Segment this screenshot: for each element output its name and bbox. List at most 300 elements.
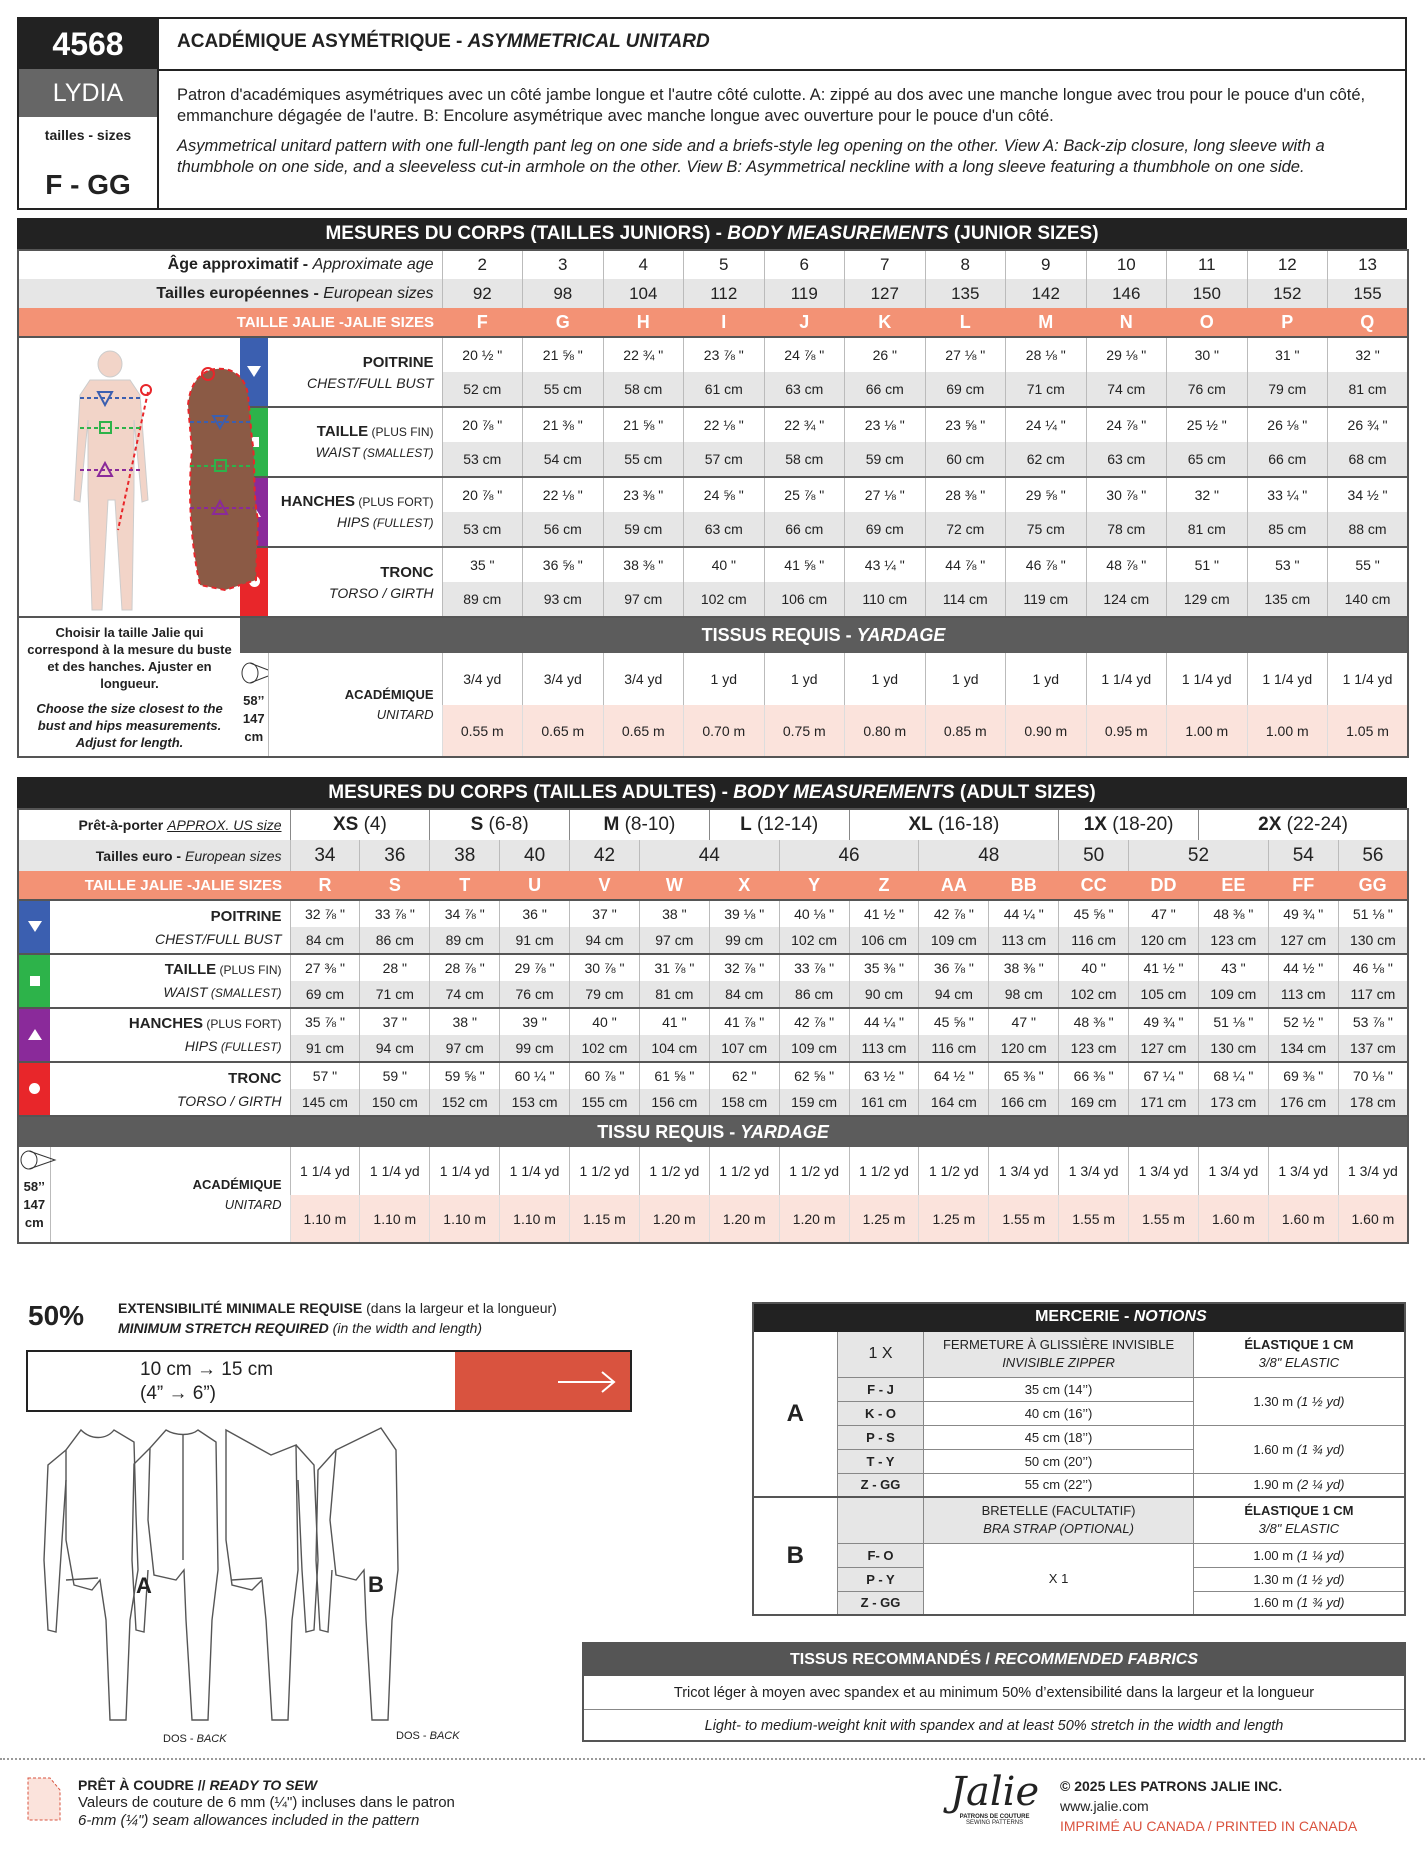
inch-cell: 29 ⅝ " — [1006, 477, 1087, 512]
yardage-yd-cell: 1 1/2 yd — [779, 1147, 849, 1195]
cm-cell: 119 cm — [1006, 582, 1087, 617]
cm-cell: 88 cm — [1328, 512, 1409, 547]
inch-cell: 30 " — [1167, 337, 1248, 372]
cm-cell: 76 cm — [1167, 372, 1248, 407]
yardage-m-cell: 1.20 m — [779, 1195, 849, 1243]
cm-cell: 137 cm — [1338, 1035, 1408, 1062]
inch-cell: 51 " — [1167, 547, 1248, 582]
yardage-m-cell: 0.65 m — [603, 705, 684, 757]
cm-cell: 129 cm — [1167, 582, 1248, 617]
cm-cell: 156 cm — [639, 1089, 709, 1116]
jalie-size-cell: FF — [1268, 871, 1338, 900]
inch-cell: 69 ⅜ " — [1268, 1062, 1338, 1089]
cm-cell: 123 cm — [1059, 1035, 1129, 1062]
cm-cell: 94 cm — [360, 1035, 430, 1062]
age-cell: 3 — [523, 250, 604, 279]
measure-label: TAILLE (PLUS FIN) WAIST (SMALLEST) — [268, 407, 442, 477]
junior-yardage-title: TISSUS REQUIS - YARDAGE — [240, 617, 1408, 653]
inch-cell: 36 " — [500, 900, 570, 927]
cm-cell: 94 cm — [570, 927, 640, 954]
cm-cell: 94 cm — [919, 981, 989, 1008]
measure-label: POITRINE CHEST/FULL BUST — [268, 337, 442, 407]
notions-spacer — [753, 1303, 837, 1331]
measure-label: HANCHES (PLUS FORT) HIPS (FULLEST) — [50, 1008, 290, 1062]
yardage-yd-cell: 1 1/4 yd — [1328, 653, 1409, 705]
inch-cell: 32 " — [1328, 337, 1409, 372]
inch-cell: 34 ⅞ " — [430, 900, 500, 927]
inch-cell: 21 ⅜ " — [523, 407, 604, 442]
inch-cell: 39 ⅛ " — [709, 900, 779, 927]
cm-cell: 58 cm — [603, 372, 684, 407]
inch-cell: 38 ⅜ " — [603, 547, 684, 582]
garment-label: ACADÉMIQUE UNITARD — [50, 1147, 290, 1243]
inch-cell: 40 " — [684, 547, 765, 582]
euro-size-cell: 127 — [845, 279, 926, 308]
size-range-cell: P - Y — [837, 1567, 924, 1591]
inch-cell: 23 ⅝ " — [925, 407, 1006, 442]
yardage-m-cell: 1.10 m — [500, 1195, 570, 1243]
cm-cell: 66 cm — [845, 372, 926, 407]
inch-cell: 21 ⅝ " — [603, 407, 684, 442]
zipper-length-cell: 55 cm (22’’) — [924, 1473, 1193, 1497]
inch-cell: 23 ⅞ " — [684, 337, 765, 372]
yardage-m-cell: 0.80 m — [845, 705, 926, 757]
age-cell: 8 — [925, 250, 1006, 279]
inch-cell: 40 " — [1059, 954, 1129, 981]
cm-cell: 145 cm — [290, 1089, 360, 1116]
euro-size-cell: 152 — [1247, 279, 1328, 308]
cm-cell: 60 cm — [925, 442, 1006, 477]
cm-cell: 102 cm — [684, 582, 765, 617]
jalie-size-cell: R — [290, 871, 360, 900]
inch-cell: 21 ⅝ " — [523, 337, 604, 372]
inch-cell: 39 " — [500, 1008, 570, 1035]
age-label: Âge approximatif - Approximate age — [167, 256, 434, 273]
euro-size-cell: 54 — [1268, 840, 1338, 871]
jalie-size-cell: G — [523, 308, 604, 337]
description-fr: Patron d'académiques asymétriques avec un côté jambe longue et l'autre côté culotte. A: zippé au dos avec une manche longue avec trou pour le pouce d'un côté, emmanchure dégagée de l'autre. B: Encolure asymétrique avec manche longue avec ouverture pour le pouce d'un côté. — [177, 86, 1366, 125]
cm-cell: 114 cm — [925, 582, 1006, 617]
inch-cell: 35 ⅞ " — [290, 1008, 360, 1035]
euro-size-cell: 104 — [603, 279, 684, 308]
inch-cell: 32 " — [1167, 477, 1248, 512]
cm-cell: 57 cm — [684, 442, 765, 477]
inch-cell: 22 ⅛ " — [523, 477, 604, 512]
inch-cell: 37 " — [570, 900, 640, 927]
cm-cell: 90 cm — [849, 981, 919, 1008]
pattern-number: 4568 — [19, 19, 157, 69]
cm-cell: 71 cm — [1006, 372, 1087, 407]
view-b-front-icon — [226, 1430, 318, 1720]
euro-size-cell: 146 — [1086, 279, 1167, 308]
inch-cell: 32 ⅞ " — [709, 954, 779, 981]
inch-cell: 51 ⅛ " — [1198, 1008, 1268, 1035]
age-cell: 12 — [1247, 250, 1328, 279]
inch-cell: 64 ½ " — [919, 1062, 989, 1089]
jalie-size-cell: M — [1006, 308, 1087, 337]
jalie-size-cell: F — [442, 308, 523, 337]
inch-cell: 44 ¼ " — [989, 900, 1059, 927]
triangle-down-icon — [18, 900, 50, 954]
yardage-yd-cell: 1 3/4 yd — [1338, 1147, 1408, 1195]
elastic-length-cell: 1.90 m (2 ¼ yd) — [1193, 1473, 1405, 1497]
view-a-front-icon — [44, 1430, 138, 1720]
yardage-yd-cell: 1 3/4 yd — [1268, 1147, 1338, 1195]
body-measurement-figures — [30, 350, 280, 620]
rtw-size-cell: XL (16-18) — [849, 809, 1059, 840]
jalie-size-cell: Q — [1328, 308, 1409, 337]
cm-cell: 98 cm — [989, 981, 1059, 1008]
cm-cell: 71 cm — [360, 981, 430, 1008]
view-a-notions-label: A — [753, 1331, 837, 1497]
yardage-m-cell: 0.70 m — [684, 705, 765, 757]
yardage-yd-cell: 1 1/4 yd — [1247, 653, 1328, 705]
inch-cell: 26 " — [845, 337, 926, 372]
cm-cell: 99 cm — [500, 1035, 570, 1062]
yardage-m-cell: 0.75 m — [764, 705, 845, 757]
cm-cell: 55 cm — [603, 442, 684, 477]
yardage-m-cell: 1.20 m — [639, 1195, 709, 1243]
euro-size-cell: 112 — [684, 279, 765, 308]
cm-cell: 84 cm — [290, 927, 360, 954]
yardage-yd-cell: 1 yd — [1006, 653, 1087, 705]
cm-cell: 102 cm — [570, 1035, 640, 1062]
euro-size-cell: 56 — [1338, 840, 1408, 871]
elastic-length-cell: 1.30 m (1 ½ yd) — [1193, 1567, 1405, 1591]
cm-cell: 109 cm — [779, 1035, 849, 1062]
cm-cell: 69 cm — [925, 372, 1006, 407]
cm-cell: 74 cm — [1086, 372, 1167, 407]
inch-cell: 29 ⅞ " — [500, 954, 570, 981]
size-range-cell: P - S — [837, 1425, 924, 1449]
inch-cell: 40 ⅛ " — [779, 900, 849, 927]
inch-cell: 34 ½ " — [1328, 477, 1409, 512]
euro-size-cell: 150 — [1167, 279, 1248, 308]
yardage-m-cell: 1.15 m — [570, 1195, 640, 1243]
cm-cell: 63 cm — [684, 512, 765, 547]
yardage-yd-cell: 1 1/2 yd — [849, 1147, 919, 1195]
fabrics-title: TISSUS RECOMMANDÉS / RECOMMENDED FABRICS — [584, 1644, 1404, 1676]
yardage-m-cell: 0.95 m — [1086, 705, 1167, 757]
cm-cell: 169 cm — [1059, 1089, 1129, 1116]
yardage-m-cell: 1.60 m — [1198, 1195, 1268, 1243]
euro-size-cell: 52 — [1129, 840, 1269, 871]
zipper-length-cell: 45 cm (18’’) — [924, 1425, 1193, 1449]
inch-cell: 20 ½ " — [442, 337, 523, 372]
age-cell: 2 — [442, 250, 523, 279]
inch-cell: 28 ⅜ " — [925, 477, 1006, 512]
inch-cell: 27 ⅛ " — [925, 337, 1006, 372]
cm-cell: 97 cm — [430, 1035, 500, 1062]
divider — [159, 69, 1405, 71]
euro-size-cell: 46 — [779, 840, 919, 871]
cm-cell: 55 cm — [523, 372, 604, 407]
inch-cell: 23 ⅜ " — [603, 477, 684, 512]
age-cell: 13 — [1328, 250, 1409, 279]
cm-cell: 116 cm — [1059, 927, 1129, 954]
zipper-length-cell: 50 cm (20’’) — [924, 1449, 1193, 1473]
zipper-header: FERMETURE À GLISSIÈRE INVISIBLE INVISIBLE ZIPPER — [924, 1331, 1193, 1377]
cm-cell: 107 cm — [709, 1035, 779, 1062]
age-cell: 9 — [1006, 250, 1087, 279]
size-range-cell: F - J — [837, 1377, 924, 1401]
cm-cell: 84 cm — [709, 981, 779, 1008]
yardage-yd-cell: 1 1/4 yd — [500, 1147, 570, 1195]
cm-cell: 68 cm — [1328, 442, 1409, 477]
strap-spacer — [837, 1497, 924, 1543]
measure-label: POITRINE CHEST/FULL BUST — [50, 900, 290, 954]
age-cell: 11 — [1167, 250, 1248, 279]
notions-title: MERCERIE - NOTIONS — [837, 1303, 1405, 1331]
euro-label: Tailles euro - European sizes — [95, 847, 282, 864]
age-cell: 6 — [764, 250, 845, 279]
yardage-m-cell: 1.55 m — [989, 1195, 1059, 1243]
inch-cell: 43 ¼ " — [845, 547, 926, 582]
jalie-size-cell: BB — [989, 871, 1059, 900]
arrow-right-icon — [558, 1370, 618, 1394]
view-b-label: B — [368, 1572, 384, 1597]
yardage-yd-cell: 1 1/4 yd — [360, 1147, 430, 1195]
rtw-size-cell: L (12-14) — [709, 809, 849, 840]
yardage-m-cell: 1.00 m — [1247, 705, 1328, 757]
inch-cell: 44 ½ " — [1268, 954, 1338, 981]
inch-cell: 41 ½ " — [849, 900, 919, 927]
cm-cell: 164 cm — [919, 1089, 989, 1116]
cm-cell: 86 cm — [779, 981, 849, 1008]
cm-cell: 106 cm — [849, 927, 919, 954]
inch-cell: 36 ⅝ " — [523, 547, 604, 582]
cm-cell: 109 cm — [919, 927, 989, 954]
ready-to-sew: PRÊT À COUDRE // READY TO SEW Valeurs de couture de 6 mm (¼") incluses dans le patron 6-mm (¼") seam allowances included in the pattern — [78, 1777, 455, 1829]
jalie-size-cell: W — [639, 871, 709, 900]
pattern-title: ACADÉMIQUE ASYMÉTRIQUE - ASYMMETRICAL UNITARD — [177, 31, 710, 52]
euro-size-cell: 50 — [1059, 840, 1129, 871]
cm-cell: 56 cm — [523, 512, 604, 547]
zipper-length-cell: 35 cm (14’’) — [924, 1377, 1193, 1401]
inch-cell: 25 ½ " — [1167, 407, 1248, 442]
cm-cell: 74 cm — [430, 981, 500, 1008]
pattern-piece-icon — [26, 1776, 62, 1822]
inch-cell: 42 ⅞ " — [919, 900, 989, 927]
jalie-size-cell: T — [430, 871, 500, 900]
cm-cell: 123 cm — [1198, 927, 1268, 954]
inch-cell: 24 ⅝ " — [684, 477, 765, 512]
age-cell: 10 — [1086, 250, 1167, 279]
description-en: Asymmetrical unitard pattern with one full-length pant leg on one side and a briefs-style leg opening on the other. View A: Back-zip closure, long sleeve with a thumbhole on one side, and a sleeveless cut-in armhole on the other. View B: Asymmetrical neckline with a long sleeve featuring a thumbhole on one side. — [177, 137, 1325, 176]
garment-label: ACADÉMIQUE UNITARD — [268, 653, 442, 757]
cm-cell: 91 cm — [290, 1035, 360, 1062]
cm-cell: 97 cm — [603, 582, 684, 617]
fabrics-en: Light- to medium-weight knit with spandex and at least 50% stretch in the width and length — [704, 1718, 1284, 1734]
jalie-size-cell: H — [603, 308, 684, 337]
inch-cell: 28 " — [360, 954, 430, 981]
cm-cell: 153 cm — [500, 1089, 570, 1116]
cm-cell: 102 cm — [779, 927, 849, 954]
yardage-yd-cell: 1 1/2 yd — [570, 1147, 640, 1195]
fabric-width: 58’’ 147 cm — [240, 653, 268, 757]
age-cell: 5 — [684, 250, 765, 279]
yardage-yd-cell: 1 yd — [845, 653, 926, 705]
cm-cell: 79 cm — [570, 981, 640, 1008]
inch-cell: 48 ⅜ " — [1059, 1008, 1129, 1035]
rtw-label: Prêt-à-porter APPROX. US size — [78, 817, 282, 833]
inch-cell: 48 ⅜ " — [1198, 900, 1268, 927]
cm-cell: 166 cm — [989, 1089, 1059, 1116]
jalie-size-cell: S — [360, 871, 430, 900]
cm-cell: 171 cm — [1129, 1089, 1199, 1116]
jalie-size-cell: L — [925, 308, 1006, 337]
elastic-header: ÉLASTIQUE 1 CM 3/8" ELASTIC — [1193, 1497, 1405, 1543]
euro-label: Tailles européennes - European sizes — [156, 284, 434, 302]
cm-cell: 124 cm — [1086, 582, 1167, 617]
zipper-length-cell: 40 cm (16’’) — [924, 1401, 1193, 1425]
inch-cell: 62 " — [709, 1062, 779, 1089]
yardage-yd-cell: 1 3/4 yd — [1129, 1147, 1199, 1195]
cm-cell: 155 cm — [570, 1089, 640, 1116]
euro-size-cell: 142 — [1006, 279, 1087, 308]
jalie-size-cell: Z — [849, 871, 919, 900]
technical-drawings — [26, 1420, 516, 1740]
elastic-header: ÉLASTIQUE 1 CM 3/8" ELASTIC — [1193, 1331, 1405, 1377]
inch-cell: 40 " — [570, 1008, 640, 1035]
cm-cell: 58 cm — [764, 442, 845, 477]
euro-size-cell: 44 — [639, 840, 779, 871]
euro-size-cell: 98 — [523, 279, 604, 308]
inch-cell: 43 " — [1198, 954, 1268, 981]
age-cell: 7 — [845, 250, 926, 279]
euro-size-cell: 119 — [764, 279, 845, 308]
jalie-logo: Jalie PATRONS DE COUTURE SEWING PATTERNS — [950, 1769, 1040, 1826]
inch-cell: 41 ⅝ " — [764, 547, 845, 582]
inch-cell: 29 ⅛ " — [1086, 337, 1167, 372]
jalie-size-label: TAILLE JALIE -JALIE SIZES — [18, 871, 290, 900]
euro-size-cell: 48 — [919, 840, 1059, 871]
rtw-size-cell: 2X (22-24) — [1198, 809, 1408, 840]
front-figure-icon — [74, 351, 151, 610]
cm-cell: 99 cm — [709, 927, 779, 954]
pattern-header — [17, 17, 1407, 210]
size-range-cell: F- O — [837, 1543, 924, 1567]
stretch-requirement: EXTENSIBILITÉ MINIMALE REQUISE (dans la largeur et la longueur) MINIMUM STRETCH REQUIRED (in the width and length) — [118, 1300, 557, 1336]
inch-cell: 22 ¾ " — [764, 407, 845, 442]
inch-cell: 33 ⅞ " — [360, 900, 430, 927]
junior-title: MESURES DU CORPS (TAILLES JUNIORS) - BODY MEASUREMENTS (JUNIOR SIZES) — [17, 218, 1407, 249]
rtw-size-cell: S (6-8) — [430, 809, 570, 840]
cm-cell: 59 cm — [845, 442, 926, 477]
stretch-gauge — [26, 1350, 632, 1412]
jalie-size-cell: AA — [919, 871, 989, 900]
yardage-m-cell: 0.90 m — [1006, 705, 1087, 757]
inch-cell: 60 ¼ " — [500, 1062, 570, 1089]
yardage-m-cell: 1.20 m — [709, 1195, 779, 1243]
cm-cell: 135 cm — [1247, 582, 1328, 617]
yardage-yd-cell: 1 1/4 yd — [1086, 653, 1167, 705]
cm-cell: 152 cm — [430, 1089, 500, 1116]
inch-cell: 49 ¾ " — [1268, 900, 1338, 927]
yardage-m-cell: 0.65 m — [523, 705, 604, 757]
inch-cell: 45 ⅝ " — [1059, 900, 1129, 927]
inch-cell: 57 " — [290, 1062, 360, 1089]
cm-cell: 127 cm — [1268, 927, 1338, 954]
strap-header: BRETELLE (FACULTATIF) BRA STRAP (OPTIONAL) — [924, 1497, 1193, 1543]
cm-cell: 161 cm — [849, 1089, 919, 1116]
elastic-length-cell: 1.60 m (1 ¾ yd) — [1193, 1591, 1405, 1615]
inch-cell: 47 " — [1129, 900, 1199, 927]
cm-cell: 53 cm — [442, 512, 523, 547]
inch-cell: 30 ⅞ " — [570, 954, 640, 981]
inch-cell: 26 ¾ " — [1328, 407, 1409, 442]
size-range-cell: K - O — [837, 1401, 924, 1425]
cm-cell: 97 cm — [639, 927, 709, 954]
jalie-size-cell: DD — [1129, 871, 1199, 900]
pattern-name: LYDIA — [19, 69, 157, 117]
sizes-value: F - GG — [45, 169, 131, 200]
inch-cell: 46 ⅞ " — [1006, 547, 1087, 582]
yardage-m-cell: 1.00 m — [1167, 705, 1248, 757]
inch-cell: 38 " — [639, 900, 709, 927]
jalie-size-cell: J — [764, 308, 845, 337]
cm-cell: 106 cm — [764, 582, 845, 617]
inch-cell: 45 ⅝ " — [919, 1008, 989, 1035]
jalie-size-cell: P — [1247, 308, 1328, 337]
inch-cell: 31 ⅞ " — [639, 954, 709, 981]
inch-cell: 62 ⅝ " — [779, 1062, 849, 1089]
yardage-yd-cell: 1 1/2 yd — [639, 1147, 709, 1195]
zipper-qty: 1 X — [837, 1331, 924, 1377]
stretch-percent: 50% — [28, 1300, 85, 1331]
inch-cell: 51 ⅛ " — [1338, 900, 1408, 927]
yardage-m-cell: 1.55 m — [1059, 1195, 1129, 1243]
yardage-m-cell: 1.60 m — [1268, 1195, 1338, 1243]
inch-cell: 37 " — [360, 1008, 430, 1035]
jalie-size-cell: EE — [1198, 871, 1268, 900]
inch-cell: 36 ⅞ " — [919, 954, 989, 981]
inch-cell: 27 ⅛ " — [845, 477, 926, 512]
yardage-yd-cell: 1 1/2 yd — [919, 1147, 989, 1195]
euro-size-cell: 34 — [290, 840, 360, 871]
euro-size-cell: 38 — [430, 840, 500, 871]
inch-cell: 38 ⅜ " — [989, 954, 1059, 981]
notions-table — [752, 1302, 1406, 1616]
size-range-cell: T - Y — [837, 1449, 924, 1473]
euro-size-cell: 155 — [1328, 279, 1409, 308]
cm-cell: 89 cm — [430, 927, 500, 954]
cm-cell: 59 cm — [603, 512, 684, 547]
cm-cell: 178 cm — [1338, 1089, 1408, 1116]
inch-cell: 22 ¾ " — [603, 337, 684, 372]
jalie-size-cell: CC — [1059, 871, 1129, 900]
inch-cell: 26 ⅛ " — [1247, 407, 1328, 442]
size-note: Choisir la taille Jalie qui correspond à la mesure du buste et des hanches. Ajuster en longueur. Choose the size closest to the bust and hips measurements. Adjust for length. — [18, 617, 240, 757]
cm-cell: 75 cm — [1006, 512, 1087, 547]
euro-size-cell: 36 — [360, 840, 430, 871]
rtw-size-cell: XS (4) — [290, 809, 430, 840]
yardage-yd-cell: 1 yd — [764, 653, 845, 705]
inch-cell: 59 ⅝ " — [430, 1062, 500, 1089]
inch-cell: 55 " — [1328, 547, 1409, 582]
inch-cell: 30 ⅞ " — [1086, 477, 1167, 512]
cm-cell: 52 cm — [442, 372, 523, 407]
jalie-size-cell: K — [845, 308, 926, 337]
size-range-cell: Z - GG — [837, 1591, 924, 1615]
cm-cell: 102 cm — [1059, 981, 1129, 1008]
inch-cell: 24 ¼ " — [1006, 407, 1087, 442]
strap-qty: X 1 — [924, 1543, 1193, 1615]
yardage-m-cell: 0.85 m — [925, 705, 1006, 757]
cm-cell: 69 cm — [845, 512, 926, 547]
yardage-yd-cell: 3/4 yd — [442, 653, 523, 705]
cm-cell: 85 cm — [1247, 512, 1328, 547]
